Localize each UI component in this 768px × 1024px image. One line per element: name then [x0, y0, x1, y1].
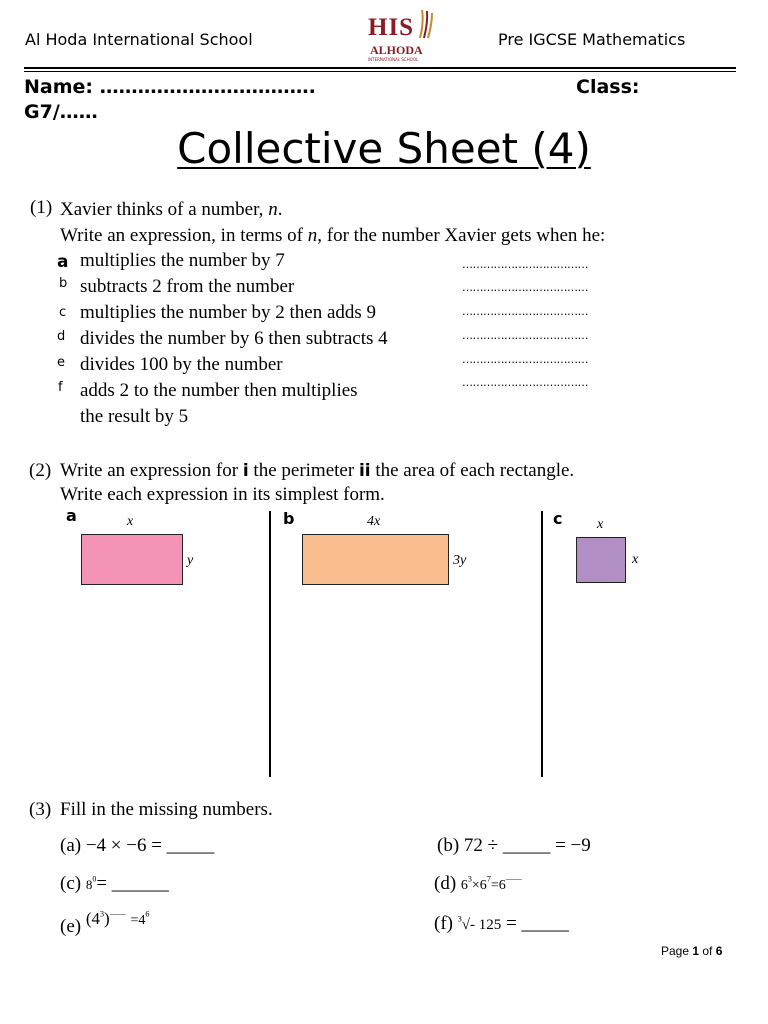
- q3-part-f: (f) $^3$√- 125 = _____: [434, 913, 569, 934]
- q1-item-d-blank[interactable]: ………………………………: [462, 329, 588, 342]
- column-divider-1: [269, 511, 271, 777]
- q2-rect-c-side: x: [632, 552, 639, 567]
- school-name: Al Hoda International School: [25, 30, 253, 49]
- q2-rect-a: [81, 534, 183, 585]
- q1-intro-2: Write an expression, in terms of n, for the number Xavier gets when he:: [60, 225, 606, 246]
- q2-rect-b-top: 4x: [367, 514, 381, 529]
- q2-line-2: Write each expression in its simplest form.: [60, 484, 385, 505]
- q1-intro-1: Xavier thinks of a number, n.: [60, 199, 283, 220]
- page-title-text: Collective Sheet (4): [177, 124, 591, 173]
- q1-item-d-text: divides the number by 6 then subtracts 4: [80, 328, 388, 349]
- class-label: Class:: [576, 76, 640, 98]
- q1-item-e-blank[interactable]: ………………………………: [462, 353, 588, 366]
- q1-item-f-text-2: the result by 5: [80, 406, 189, 427]
- q3-part-d: (d) $6^3\times 6^7=6^{——}$: [434, 873, 522, 894]
- q2-rect-b-letter: b: [283, 509, 295, 528]
- page-number: Page 1 of 6: [661, 944, 723, 958]
- q2-rect-a-letter: a: [66, 506, 77, 525]
- q1-item-f-letter: f: [58, 380, 63, 395]
- q1-item-c-blank[interactable]: ………………………………: [462, 305, 588, 318]
- column-divider-2: [541, 511, 543, 777]
- q1-number: (1): [30, 197, 53, 218]
- q3-number: (3): [29, 799, 52, 820]
- q3-part-b: (b) 72 ÷ _____ = −9: [437, 835, 591, 856]
- logo-subtitle-2: INTERNATIONAL SCHOOL: [368, 57, 419, 62]
- q1-item-a-text: multiplies the number by 7: [80, 250, 285, 271]
- header-rule-thin: [24, 71, 736, 72]
- q1-item-f-blank[interactable]: ………………………………: [462, 376, 588, 389]
- q2-rect-c: [576, 537, 626, 583]
- q1-item-c-text: multiplies the number by 2 then adds 9: [80, 302, 377, 323]
- q1-item-b-blank[interactable]: ………………………………: [462, 281, 588, 294]
- q1-item-e-letter: e: [57, 355, 65, 370]
- q2-line-1: Write an expression for i the perimeter ii the area of each rectangle.: [60, 460, 575, 481]
- q2-rect-b-side: 3y: [453, 553, 467, 568]
- name-field: Name: …………………………….: [24, 76, 316, 98]
- logo-subtitle: ALHODA: [370, 43, 423, 57]
- q2-rect-a-side: y: [187, 553, 194, 568]
- q2-rect-b: [302, 534, 449, 585]
- q2-rect-c-top: x: [597, 517, 604, 532]
- q1-item-a-blank[interactable]: ………………………………: [462, 258, 588, 271]
- q1-item-a-letter: a: [57, 252, 69, 272]
- q1-item-f-text: adds 2 to the number then multiplies: [80, 380, 358, 401]
- q3-part-c: (c) $8^0=$ ______: [60, 873, 169, 894]
- q3-part-a: (a) −4 × −6 = _____: [60, 835, 215, 856]
- q1-item-b-text: subtracts 2 from the number: [80, 276, 295, 297]
- header-rule: [24, 67, 736, 69]
- q3-intro: Fill in the missing numbers.: [60, 799, 273, 820]
- q2-rect-c-letter: c: [553, 509, 563, 528]
- q1-item-b-letter: b: [59, 276, 68, 291]
- school-logo: [366, 6, 438, 64]
- q2-rect-a-top: x: [127, 514, 134, 529]
- q1-item-e-text: divides 100 by the number: [80, 354, 283, 375]
- q3-part-e: (e) $(4^3)^{——} =4^6$: [60, 909, 150, 937]
- logo-text: HIS: [368, 14, 415, 41]
- class-value: G7/……: [24, 101, 98, 123]
- book-icon: [418, 8, 436, 40]
- page-title: [0, 124, 768, 173]
- q2-number: (2): [29, 460, 52, 481]
- q1-item-d-letter: d: [57, 329, 66, 344]
- subject-name: Pre IGCSE Mathematics: [498, 30, 686, 49]
- q1-item-c-letter: c: [59, 305, 67, 320]
